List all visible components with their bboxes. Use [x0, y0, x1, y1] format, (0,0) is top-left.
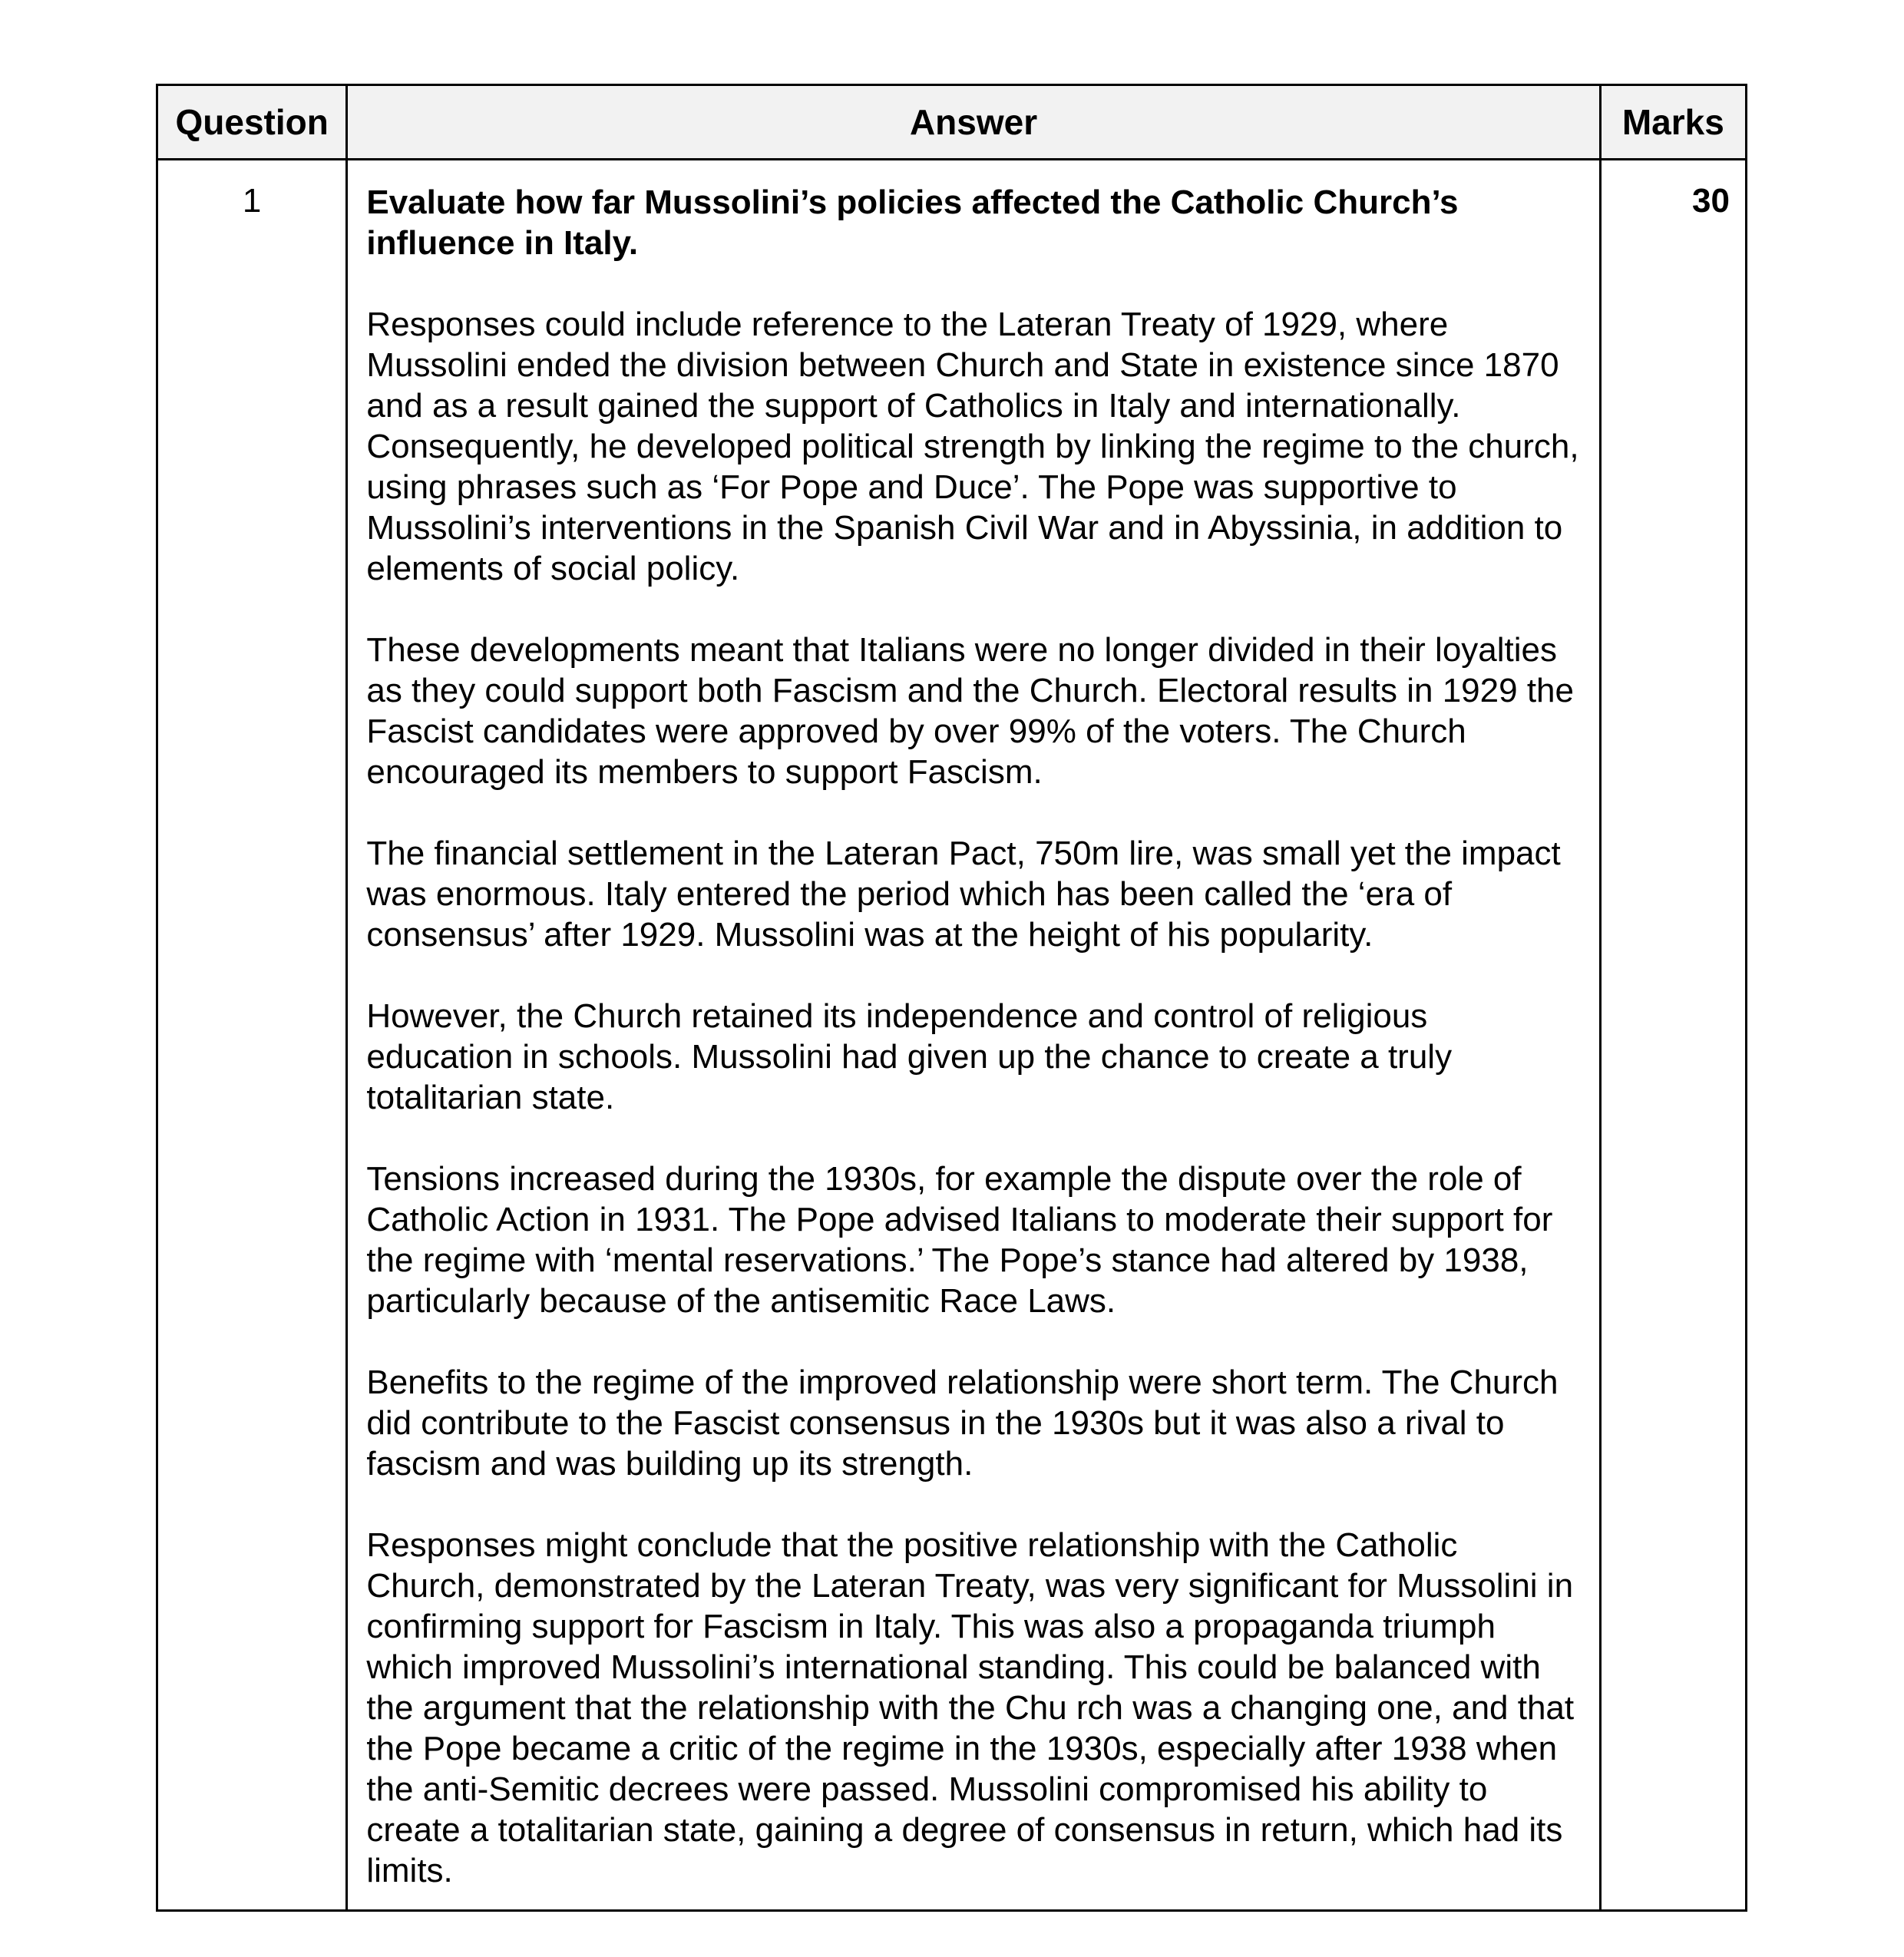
table-header — [157, 85, 1747, 160]
answer-paragraph: The financial settlement in the Lateran Pact, 750m lire, was small yet the impact was enormous. Italy entered the period which has been called the ‘era of consensus’ after 1929. Mussolini was at the height of his popularity. — [366, 835, 1561, 954]
header-answer: Answer — [347, 85, 1600, 160]
answer-paragraph: However, the Church retained its independence and control of religious education in schools. Mussolini had given up the chance to create a truly totalitarian state. — [366, 997, 1453, 1116]
header-question: Question — [157, 85, 347, 160]
answer-paragraph: Tensions increased during the 1930s, for example the dispute over the role of Catholic Action in 1931. The Pope advised Italians to moderate their support for the regime with ‘mental reservations.’ The Pope’s stance had altered by 1938, particularly because of the antisemitic Race Laws. — [366, 1160, 1553, 1320]
table-row — [157, 160, 1747, 1911]
question-number: 1 — [157, 160, 347, 1911]
answer-cell — [347, 160, 1600, 1911]
table-body — [157, 160, 1747, 1911]
header-marks: Marks — [1600, 85, 1746, 160]
marks-value: 30 — [1600, 160, 1746, 1911]
question-text: Evaluate how far Mussolini’s policies affected the Catholic Church’s influence in Italy. — [366, 183, 1459, 262]
mark-scheme-table — [156, 84, 1747, 1912]
header-row — [157, 85, 1747, 160]
answer-paragraph: These developments meant that Italians were no longer divided in their loyalties as they could support both Fascism and the Church. Electoral results in 1929 the Fascist candidates were approved by over 99% of the voters. The Church encouraged its members to support Fascism. — [366, 631, 1574, 791]
answer-paragraph: Responses might conclude that the positive relationship with the Catholic Church, demonstrated by the Lateran Treaty, was very significant for Mussolini in confirming support for Fascism in Italy. This was also a propaganda triumph which improved Mussolini’s international standing. This could be balanced with the argument that the relationship with the Chu rch was a changing one, and that the Pope became a critic of the regime in the 1930s, especially after 1938 when the anti-Semitic decrees were passed. Mussolini compromised his ability to create a totalitarian state, gaining a degree of consensus in return, which had its limits. — [366, 1526, 1575, 1889]
answer-paragraph: Responses could include reference to the Lateran Treaty of 1929, where Mussolini ended the division between Church and State in existence since 1870 and as a result gained the support of Catholics in Italy and internationally. Consequently, he developed political strength by linking the regime to the church, using phrases such as ‘For Pope and Duce’. The Pope was supportive to Mussolini’s interventions in the Spanish Civil War and in Abyssinia, in addition to elements of social policy. — [366, 306, 1579, 587]
answer-paragraph: Benefits to the regime of the improved relationship were short term. The Church did contribute to the Fascist consensus in the 1930s but it was also a rival to fascism and was building up its strength. — [366, 1364, 1559, 1483]
